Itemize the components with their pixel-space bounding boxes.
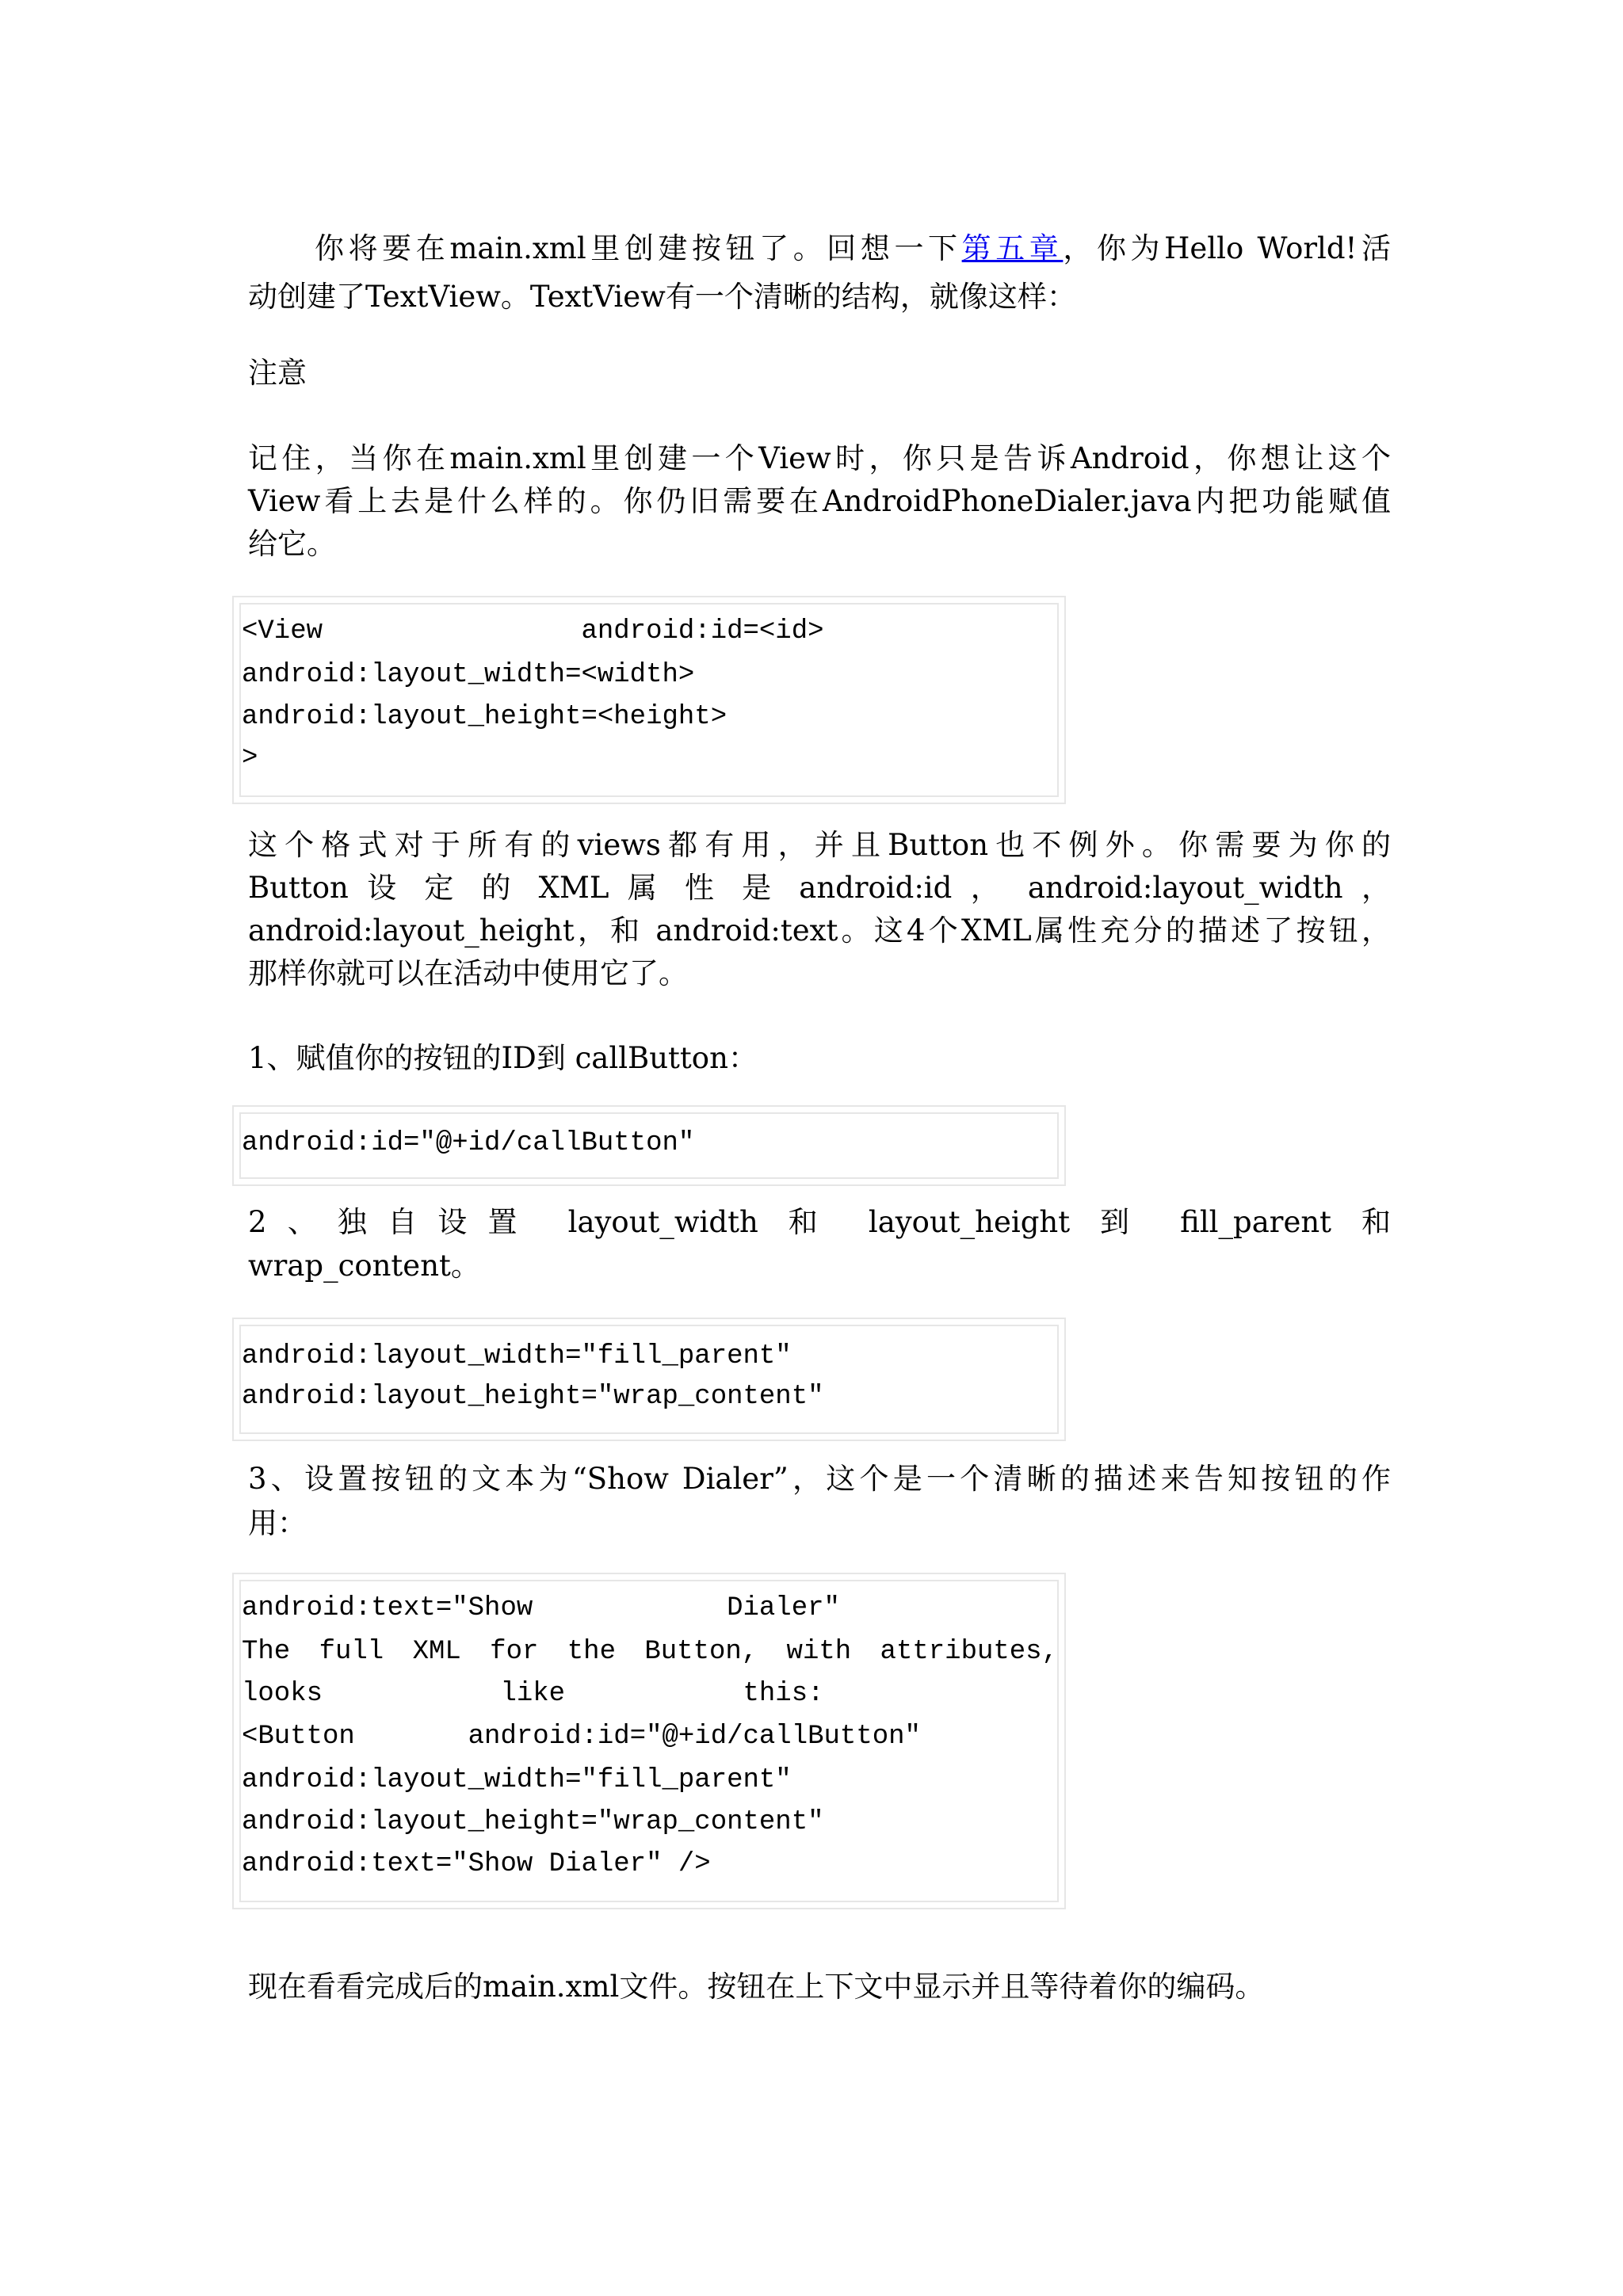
intro-text-before-link: 你将要在main.xml里创建按钮了。回想一下 bbox=[315, 231, 962, 265]
step-2-line-2: wrap_content。 bbox=[248, 1249, 480, 1283]
step-1-text: 1、赋值你的按钮的ID到 callButton： bbox=[248, 1041, 758, 1075]
step-2-line-1: 2、独自设置 layout_width 和 layout_height 到 fill_parent 和 bbox=[248, 1205, 1391, 1239]
attributes-paragraph-line-3: android:layout_height，和 android:text。这4个XML属性充分的描述了按钮， bbox=[248, 913, 1391, 948]
code-line: The full XML for the Button, with attributes, bbox=[242, 1637, 1058, 1667]
attributes-paragraph-line-4: 那样你就可以在活动中使用它了。 bbox=[248, 956, 688, 990]
step-3-line-2: 用： bbox=[248, 1506, 307, 1540]
code-line: > bbox=[242, 743, 258, 773]
code-line: android:layout_width=<width> bbox=[242, 660, 695, 690]
chapter-five-link[interactable]: 第五章 bbox=[961, 231, 1064, 265]
closing-paragraph: 现在看看完成后的main.xml文件。按钮在上下文中显示并且等待着你的编码。 bbox=[248, 1970, 1265, 2004]
reminder-paragraph-line-3: 给它。 bbox=[248, 527, 336, 561]
code-line: android:text="Show Dialer" bbox=[242, 1593, 840, 1623]
code-line: android:layout_height="wrap_content" bbox=[242, 1807, 824, 1837]
intro-paragraph-line-2: 动创建了TextView。TextView有一个清晰的结构，就像这样： bbox=[248, 280, 1076, 314]
step-3-line-1: 3、设置按钮的文本为“Show Dialer”，这个是一个清晰的描述来告知按钮的作 bbox=[248, 1462, 1391, 1496]
code-line: android:layout_width="fill_parent" bbox=[242, 1341, 792, 1371]
reminder-paragraph-line-1: 记住，当你在main.xml里创建一个View时，你只是告诉Android，你想让这个 bbox=[248, 441, 1391, 475]
code-line: android:layout_width="fill_parent" bbox=[242, 1765, 792, 1795]
code-line: android:text="Show Dialer" /> bbox=[242, 1849, 711, 1879]
code-line: <Button android:id="@+id/callButton" bbox=[242, 1722, 921, 1752]
intro-paragraph-line-1 bbox=[315, 227, 1391, 270]
reminder-paragraph-line-2: View看上去是什么样的。你仍旧需要在AndroidPhoneDialer.java内把功能赋值 bbox=[248, 484, 1391, 518]
code-line: android:layout_height=<height> bbox=[242, 702, 727, 732]
attributes-paragraph-line-1: 这个格式对于所有的views都有用，并且Button也不例外。你需要为你的 bbox=[248, 828, 1391, 862]
code-line: android:layout_height="wrap_content" bbox=[242, 1382, 824, 1412]
intro-text-after-link: ，你为Hello World!活 bbox=[1063, 231, 1392, 265]
code-line: <View android:id=<id> bbox=[242, 616, 824, 646]
note-label: 注意 bbox=[248, 356, 307, 390]
attributes-paragraph-line-2: Button 设 定 的 XML 属 性 是 android:id ， android:layout_width ， bbox=[248, 871, 1391, 905]
code-line: android:id="@+id/callButton" bbox=[242, 1128, 695, 1158]
code-line: looks like this: bbox=[242, 1679, 824, 1709]
